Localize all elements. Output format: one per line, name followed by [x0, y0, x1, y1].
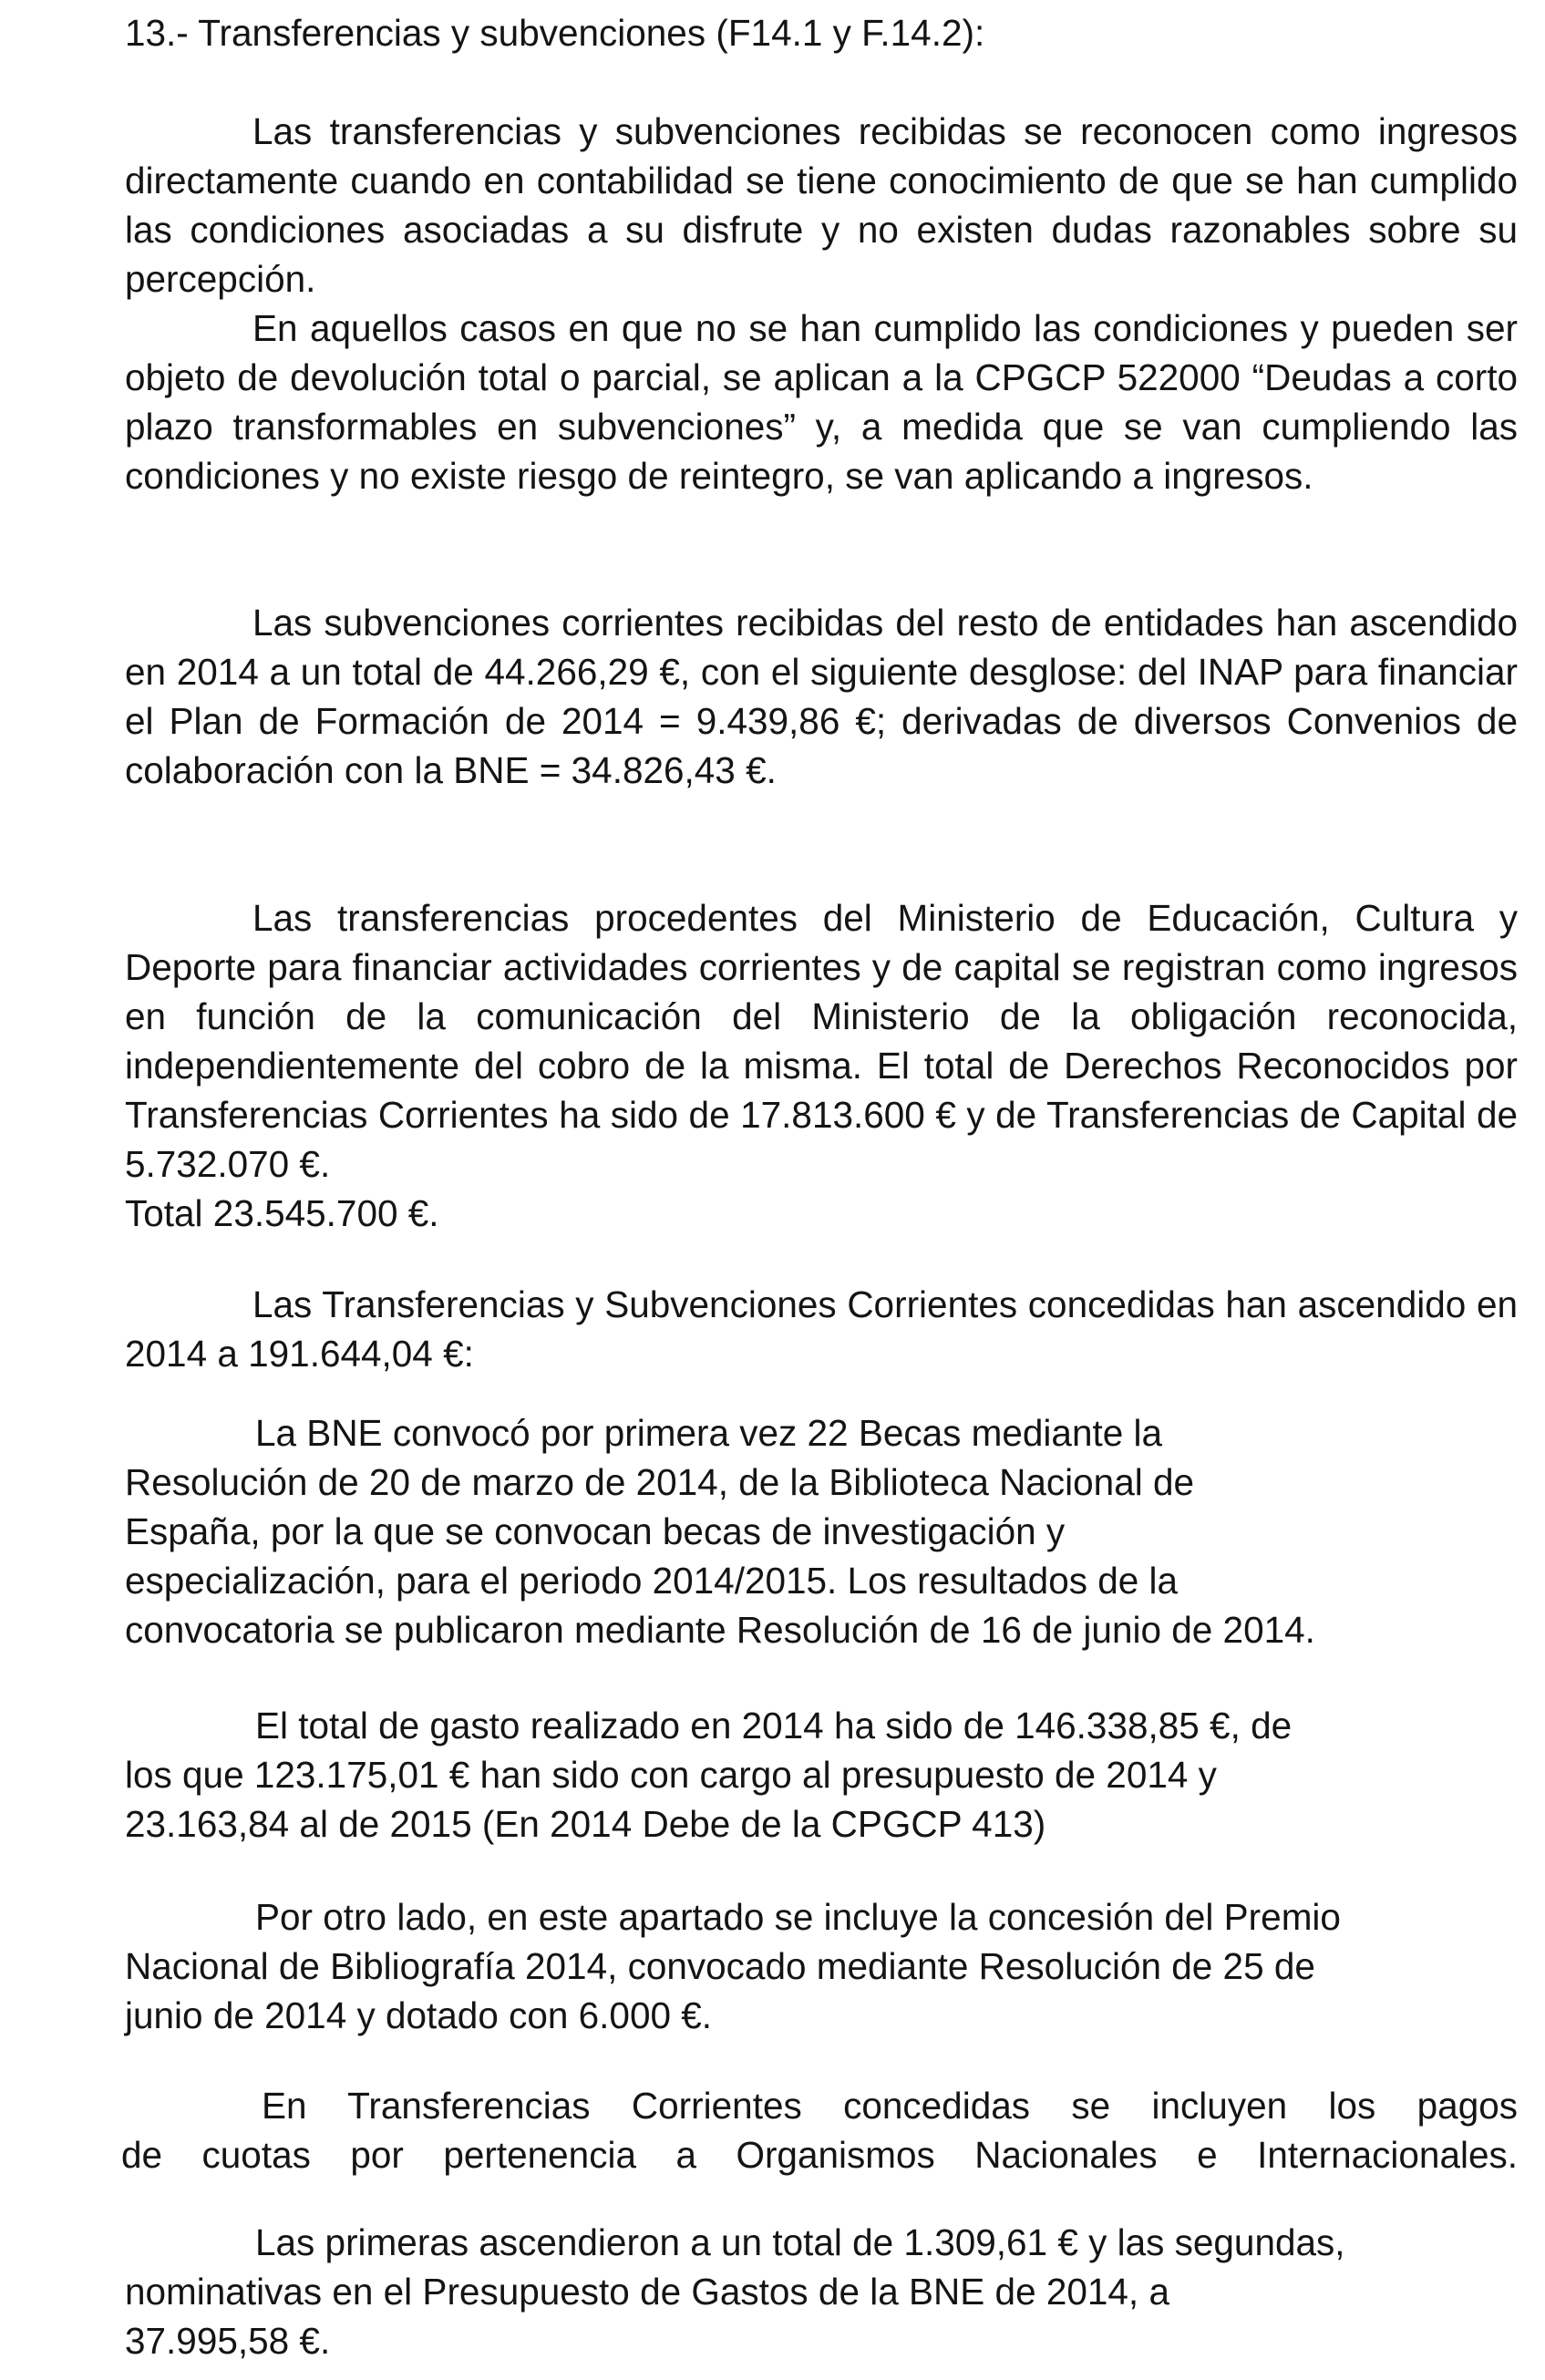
- importes-line: Las primeras ascendieron a un total de 1.309,61 € y las segundas,: [255, 2221, 1345, 2263]
- becas-line: La BNE convocó por primera vez 22 Becas mediante la: [255, 1412, 1163, 1454]
- paragraph-subvenciones-recibidas: Las subvenciones corrientes recibidas del resto de entidades han ascendido en 2014 a un total de 44.266,29 €, con el siguiente desglose: del INAP para financiar el Plan de Formación de 2014 = 9.439,86 €; derivadas de diversos Convenios de colaboración con la BNE = 34.826,43 €.: [125, 602, 1518, 791]
- paragraph-reconocimiento-ingresos: Las transferencias y subvenciones recibidas se reconocen como ingresos directamente cuando en contabilidad se tiene conocimiento de que se han cumplido las condiciones asociadas a su disfrute y no existen dudas razonables sobre su percepción.: [125, 110, 1518, 300]
- gasto-line: los que 123.175,01 € han sido con cargo al presupuesto de 2014 y: [125, 1754, 1217, 1796]
- importes-line: nominativas en el Presupuesto de Gastos de la BNE de 2014, a: [125, 2271, 1169, 2313]
- premio-line: junio de 2014 y dotado con 6.000 €.: [125, 1994, 713, 2036]
- becas-line: especialización, para el periodo 2014/2015. Los resultados de la: [125, 1560, 1179, 1602]
- paragraph-transferencias-ministerio: Las transferencias procedentes del Ministerio de Educación, Cultura y Deporte para financiar actividades corrientes y de capital se registran como ingresos en función de la comunicación del Ministerio de la obligación reconocida, independientemente del cobro de la misma. El total de Derechos Reconocidos por Transferencias Corrientes ha sido de 17.813.600 € y de Transferencias de Capital de 5.732.070 €.: [125, 897, 1518, 1185]
- cuotas-line: de cuotas por pertenencia a Organismos Nacionales e Internacionales.: [121, 2134, 1518, 2176]
- paragraph-cuotas: [121, 2081, 1518, 2179]
- gasto-line: El total de gasto realizado en 2014 ha sido de 146.338,85 €, de: [255, 1705, 1293, 1746]
- gasto-line: 23.163,84 al de 2015 (En 2014 Debe de la CPGCP 413): [125, 1803, 1046, 1845]
- importes-line: 37.995,58 €.: [125, 2320, 331, 2362]
- becas-line: convocatoria se publicaron mediante Resolución de 16 de junio de 2014.: [125, 1609, 1315, 1651]
- paragraph-becas: [125, 1408, 1518, 1654]
- cuotas-line: En Transferencias Corrientes concedidas se incluyen los pagos: [262, 2085, 1518, 2127]
- paragraph-deudas-transformables: En aquellos casos en que no se han cumplido las condiciones y pueden ser objeto de devolución total o parcial, se aplican a la CPGCP 522000 “Deudas a corto plazo transformables en subvenciones” y, a medida que se van cumpliendo las condiciones y no existe riesgo de reintegro, se van aplicando a ingresos.: [125, 307, 1518, 497]
- section-heading: 13.- Transferencias y subvenciones (F14.1 y F.14.2):: [125, 12, 985, 54]
- becas-line: Resolución de 20 de marzo de 2014, de la Biblioteca Nacional de: [125, 1461, 1195, 1503]
- paragraph-premio-bibliografia: [125, 1892, 1518, 2040]
- paragraph-transferencias-concedidas: Las Transferencias y Subvenciones Corrientes concedidas han ascendido en 2014 a 191.644,04 €:: [125, 1283, 1518, 1375]
- premio-line: Por otro lado, en este apartado se incluye la concesión del Premio: [255, 1896, 1341, 1938]
- premio-line: Nacional de Bibliografía 2014, convocado mediante Resolución de 25 de: [125, 1945, 1315, 1987]
- paragraph-gasto-becas: [125, 1701, 1518, 1849]
- becas-line: España, por la que se convocan becas de investigación y: [125, 1510, 1066, 1552]
- paragraph-importes-cuotas: [125, 2218, 1518, 2365]
- total-transferencias: Total 23.545.700 €.: [125, 1192, 439, 1234]
